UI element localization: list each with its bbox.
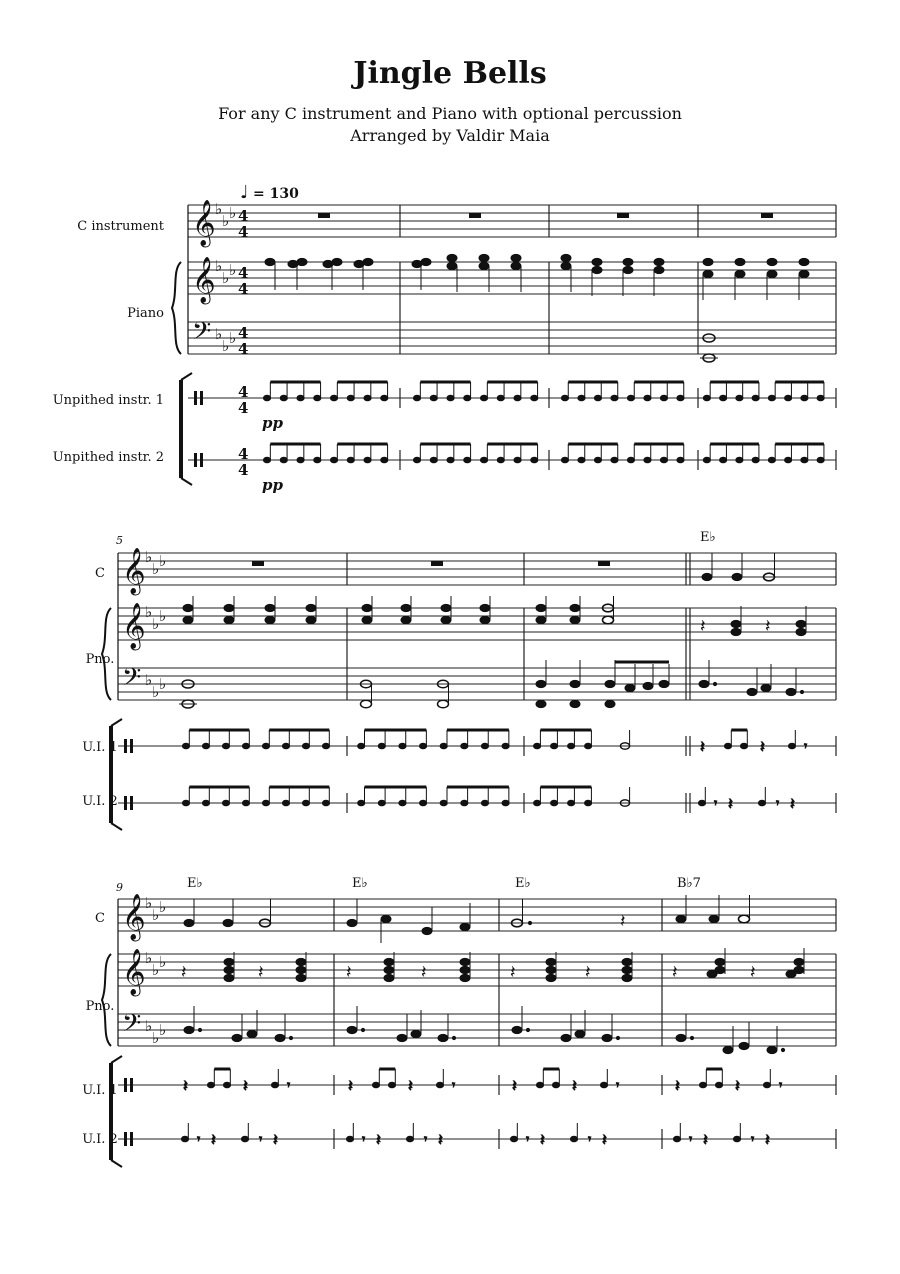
arranger-credit: Arranged by Valdir Maia xyxy=(350,126,550,145)
eighth-rest-icon: 𝄾 xyxy=(424,1132,428,1146)
eighth-rest-icon: 𝄾 xyxy=(751,1132,755,1146)
percussion-note xyxy=(381,395,388,401)
svg-text:♭: ♭ xyxy=(145,1017,153,1035)
percussion-note xyxy=(280,395,287,401)
label-unpitched-2: U.I. 2 xyxy=(82,794,118,809)
bass-clef-icon: 𝄢 xyxy=(192,317,212,352)
percussion-note xyxy=(381,457,388,463)
quarter-rest-icon: 𝄽 xyxy=(243,1076,248,1095)
percussion-note xyxy=(510,1136,517,1142)
svg-text:♭: ♭ xyxy=(222,212,230,230)
percussion-note xyxy=(568,743,575,749)
svg-text:♭: ♭ xyxy=(215,200,223,218)
percussion-note xyxy=(447,457,454,463)
percussion-note xyxy=(594,457,601,463)
percussion-note xyxy=(280,457,287,463)
percussion-note xyxy=(464,457,471,463)
percussion-note xyxy=(297,395,304,401)
percussion-note xyxy=(330,457,337,463)
percussion-note xyxy=(447,395,454,401)
svg-text:𝄽: 𝄽 xyxy=(585,962,591,983)
label-unpitched-2: U.I. 2 xyxy=(82,1132,118,1147)
percussion-note xyxy=(733,1136,740,1142)
percussion-note xyxy=(801,457,808,463)
percussion-clef-icon xyxy=(124,739,133,810)
percussion-note xyxy=(388,1082,395,1088)
quarter-rest-icon: 𝄽 xyxy=(760,737,765,756)
tempo-marking: = 130 xyxy=(253,186,299,202)
svg-text:♭: ♭ xyxy=(159,552,167,570)
chord-symbol: E♭ xyxy=(515,876,531,891)
percussion-notes xyxy=(263,382,824,463)
percussion-note xyxy=(578,395,585,401)
percussion-note xyxy=(282,800,289,806)
percussion-note xyxy=(534,743,541,749)
percussion-note xyxy=(536,1082,543,1088)
svg-text:♭: ♭ xyxy=(159,898,167,916)
treble-clef-icon: 𝄞 xyxy=(122,894,146,940)
label-piano: Piano xyxy=(127,306,164,321)
svg-text:♭: ♭ xyxy=(152,1029,160,1047)
svg-text:♭: ♭ xyxy=(159,1021,167,1039)
percussion-note xyxy=(699,1082,706,1088)
percussion-note xyxy=(302,800,309,806)
eighth-rest-icon: 𝄾 xyxy=(259,1132,263,1146)
system-1 xyxy=(53,182,836,494)
svg-text:♭: ♭ xyxy=(215,325,223,343)
percussion-note xyxy=(282,743,289,749)
percussion-note xyxy=(346,1136,353,1142)
label-unpitched-1: U.I. 1 xyxy=(82,740,118,755)
percussion-note xyxy=(715,1082,722,1088)
quarter-rest-icon: 𝄽 xyxy=(512,1076,517,1095)
percussion-note xyxy=(502,800,509,806)
percussion-note xyxy=(419,800,426,806)
svg-text:♭: ♭ xyxy=(152,683,160,701)
percussion-note xyxy=(330,395,337,401)
percussion-note xyxy=(703,457,710,463)
percussion-note xyxy=(406,1136,413,1142)
chord-symbol: E♭ xyxy=(352,876,368,891)
percussion-note xyxy=(263,457,270,463)
svg-text:♭: ♭ xyxy=(152,560,160,578)
percussion-note xyxy=(302,743,309,749)
percussion-note xyxy=(347,457,354,463)
percussion-note xyxy=(364,457,371,463)
percussion-note xyxy=(660,457,667,463)
percussion-note xyxy=(480,457,487,463)
quarter-rest-icon: 𝄽 xyxy=(620,911,626,932)
quarter-rest-icon: 𝄽 xyxy=(790,794,795,813)
svg-text:♭: ♭ xyxy=(215,257,223,275)
percussion-note xyxy=(271,1082,278,1088)
percussion-note xyxy=(585,800,592,806)
brackets xyxy=(172,205,192,485)
percussion-note xyxy=(464,395,471,401)
percussion-note xyxy=(207,1082,214,1088)
percussion-note xyxy=(430,395,437,401)
svg-text:♭: ♭ xyxy=(159,675,167,693)
svg-text:♭: ♭ xyxy=(222,337,230,355)
svg-text:4: 4 xyxy=(238,461,249,479)
percussion-note xyxy=(568,800,575,806)
svg-text:𝄽: 𝄽 xyxy=(750,962,756,983)
svg-text:𝄽: 𝄽 xyxy=(181,962,187,983)
percussion-note xyxy=(627,395,634,401)
percussion-note xyxy=(817,457,824,463)
percussion-note xyxy=(481,743,488,749)
svg-text:4: 4 xyxy=(238,280,249,298)
percussion-note xyxy=(263,395,270,401)
percussion-note xyxy=(242,743,249,749)
svg-text:𝄽: 𝄽 xyxy=(421,962,427,983)
percussion-note xyxy=(578,457,585,463)
percussion-note xyxy=(660,395,667,401)
percussion-note xyxy=(736,457,743,463)
eighth-rest-icon: 𝄾 xyxy=(452,1078,456,1092)
eighth-rest-icon: 𝄾 xyxy=(779,1078,783,1092)
staff-lines xyxy=(118,553,836,803)
percussion-note xyxy=(698,800,705,806)
percussion-note xyxy=(817,395,824,401)
percussion-note xyxy=(551,743,558,749)
label-c-instrument: C xyxy=(95,566,105,581)
quarter-rest-icon: 𝄽 xyxy=(572,1076,577,1095)
percussion-note xyxy=(481,800,488,806)
svg-text:4: 4 xyxy=(238,383,249,401)
tempo-note: ♩ xyxy=(240,182,249,203)
eighth-rest-icon: 𝄾 xyxy=(588,1132,592,1146)
quarter-rest-icon: 𝄽 xyxy=(540,1130,545,1149)
percussion-note xyxy=(358,743,365,749)
quarter-rest-icon: 𝄽 xyxy=(728,794,733,813)
eighth-rest-icon: 𝄾 xyxy=(362,1132,366,1146)
svg-text:𝄽: 𝄽 xyxy=(672,962,678,983)
chord-symbol: B♭7 xyxy=(677,876,701,891)
svg-text:4: 4 xyxy=(238,264,249,282)
svg-text:𝄽: 𝄽 xyxy=(258,962,264,983)
svg-text:♭: ♭ xyxy=(145,671,153,689)
label-unpitched-1: Unpithed instr. 1 xyxy=(52,393,164,408)
percussion-note xyxy=(358,800,365,806)
quarter-rest-icon: 𝄽 xyxy=(408,1076,413,1095)
percussion-note xyxy=(262,800,269,806)
percussion-note xyxy=(399,743,406,749)
percussion-note xyxy=(720,395,727,401)
treble-clef-icon: 𝄞 xyxy=(122,548,146,594)
percussion-note xyxy=(551,800,558,806)
percussion-note xyxy=(736,395,743,401)
percussion-note xyxy=(430,457,437,463)
time-signature xyxy=(238,207,248,479)
quarter-rest-icon: 𝄽 xyxy=(703,1130,708,1149)
percussion-note xyxy=(497,395,504,401)
quarter-rest-icon: 𝄽 xyxy=(211,1130,216,1149)
eighth-rest-icon: 𝄾 xyxy=(804,739,808,753)
svg-text:4: 4 xyxy=(238,223,249,241)
svg-text:4: 4 xyxy=(238,324,249,342)
percussion-note xyxy=(724,743,731,749)
percussion-clef-icon xyxy=(194,391,203,467)
percussion-note xyxy=(720,457,727,463)
percussion-note xyxy=(785,395,792,401)
svg-text:4: 4 xyxy=(238,445,249,463)
page-title: Jingle Bells xyxy=(353,56,547,91)
percussion-note xyxy=(297,457,304,463)
label-c-instrument: C xyxy=(95,911,105,926)
percussion-note xyxy=(314,395,321,401)
percussion-clef-icon xyxy=(124,1078,133,1146)
quarter-rest-icon: 𝄽 xyxy=(348,1076,353,1095)
eighth-rest-icon: 𝄾 xyxy=(287,1078,291,1092)
svg-text:♭: ♭ xyxy=(145,603,153,621)
quarter-rest-icon: 𝄽 xyxy=(700,737,705,756)
percussion-note xyxy=(758,800,765,806)
percussion-note xyxy=(378,800,385,806)
label-unpitched-1: U.I. 1 xyxy=(82,1083,118,1098)
eighth-rest-icon: 𝄾 xyxy=(526,1132,530,1146)
brackets xyxy=(102,899,122,1167)
staff-lines xyxy=(118,899,836,1139)
percussion-note xyxy=(480,395,487,401)
eighth-rest-icon: 𝄾 xyxy=(689,1132,693,1146)
percussion-note xyxy=(611,457,618,463)
percussion-note xyxy=(611,395,618,401)
percussion-note xyxy=(627,457,634,463)
quarter-rest-icon: 𝄽 xyxy=(602,1130,607,1149)
percussion-note xyxy=(514,457,521,463)
percussion-note xyxy=(600,1082,607,1088)
system-3 xyxy=(82,876,836,1167)
percussion-note xyxy=(181,1136,188,1142)
percussion-note xyxy=(703,395,710,401)
percussion-note xyxy=(644,395,651,401)
percussion-note xyxy=(785,457,792,463)
system-2 xyxy=(82,530,836,830)
percussion-notes xyxy=(182,730,807,813)
whole-rests xyxy=(318,213,773,218)
percussion-note xyxy=(497,457,504,463)
percussion-note xyxy=(752,395,759,401)
percussion-note xyxy=(768,457,775,463)
percussion-note xyxy=(440,743,447,749)
svg-text:4: 4 xyxy=(238,207,249,225)
label-piano: Pno. xyxy=(85,999,115,1014)
svg-text:♭: ♭ xyxy=(152,615,160,633)
page-subtitle: For any C instrument and Piano with optional percussion xyxy=(218,104,682,123)
eighth-rest-icon: 𝄾 xyxy=(776,796,780,810)
percussion-note xyxy=(514,395,521,401)
piano-rh-notes xyxy=(265,254,809,300)
chord-symbol: E♭ xyxy=(700,530,716,545)
percussion-note xyxy=(752,457,759,463)
svg-text:♭: ♭ xyxy=(145,894,153,912)
percussion-note xyxy=(644,457,651,463)
svg-text:♭: ♭ xyxy=(159,607,167,625)
percussion-note xyxy=(561,457,568,463)
percussion-note xyxy=(561,395,568,401)
quarter-rest-icon: 𝄽 xyxy=(675,1076,680,1095)
svg-text:♭: ♭ xyxy=(152,906,160,924)
percussion-note xyxy=(222,743,229,749)
percussion-note xyxy=(570,1136,577,1142)
percussion-notes xyxy=(181,1069,782,1149)
percussion-note xyxy=(461,800,468,806)
percussion-note xyxy=(740,743,747,749)
eighth-rest-icon: 𝄾 xyxy=(616,1078,620,1092)
percussion-note xyxy=(534,800,541,806)
treble-clef-icon: 𝄞 xyxy=(192,200,216,246)
quarter-rest-icon: 𝄽 xyxy=(438,1130,443,1149)
label-c-instrument: C instrument xyxy=(77,219,164,234)
percussion-note xyxy=(241,1136,248,1142)
svg-text:♭: ♭ xyxy=(159,953,167,971)
percussion-note xyxy=(413,457,420,463)
percussion-note xyxy=(419,743,426,749)
treble-clef-icon: 𝄞 xyxy=(192,257,216,303)
percussion-note xyxy=(594,395,601,401)
percussion-note xyxy=(347,395,354,401)
svg-text:♭: ♭ xyxy=(229,261,237,279)
svg-text:♭: ♭ xyxy=(145,949,153,967)
svg-text:♭: ♭ xyxy=(145,548,153,566)
label-piano: Pno. xyxy=(85,652,115,667)
bass-clef-icon: 𝄢 xyxy=(122,1009,142,1044)
whole-rests xyxy=(252,561,610,566)
percussion-note xyxy=(413,395,420,401)
svg-text:♭: ♭ xyxy=(152,961,160,979)
svg-text:♭: ♭ xyxy=(222,269,230,287)
quarter-rest-icon: 𝄽 xyxy=(376,1130,381,1149)
percussion-note xyxy=(364,395,371,401)
percussion-note xyxy=(378,743,385,749)
percussion-note xyxy=(182,800,189,806)
barlines xyxy=(347,553,836,813)
treble-clef-icon: 𝄞 xyxy=(122,603,146,649)
svg-text:♭: ♭ xyxy=(229,329,237,347)
svg-text:4: 4 xyxy=(238,399,249,417)
percussion-note xyxy=(222,800,229,806)
quarter-rest-icon: 𝄽 xyxy=(273,1130,278,1149)
percussion-note xyxy=(262,743,269,749)
chord-symbol: E♭ xyxy=(187,876,203,891)
measure-number: 5 xyxy=(116,534,123,547)
percussion-note xyxy=(552,1082,559,1088)
eighth-rest-icon: 𝄾 xyxy=(714,796,718,810)
percussion-note xyxy=(242,800,249,806)
percussion-note xyxy=(440,800,447,806)
measure-number: 9 xyxy=(116,881,123,894)
percussion-note xyxy=(677,395,684,401)
svg-text:4: 4 xyxy=(238,340,249,358)
quarter-rest-icon: 𝄽 xyxy=(735,1076,740,1095)
percussion-note xyxy=(182,743,189,749)
percussion-note xyxy=(322,743,329,749)
percussion-note xyxy=(399,800,406,806)
percussion-note xyxy=(461,743,468,749)
percussion-note xyxy=(202,743,209,749)
percussion-note xyxy=(502,743,509,749)
percussion-note xyxy=(788,743,795,749)
percussion-note xyxy=(768,395,775,401)
svg-text:𝄽: 𝄽 xyxy=(765,616,771,637)
percussion-note xyxy=(677,457,684,463)
percussion-note xyxy=(531,395,538,401)
percussion-note xyxy=(585,743,592,749)
dynamic-marking: pp xyxy=(262,414,283,432)
percussion-note xyxy=(531,457,538,463)
svg-text:𝄽: 𝄽 xyxy=(346,962,352,983)
eighth-rest-icon: 𝄾 xyxy=(197,1132,201,1146)
percussion-note xyxy=(223,1082,230,1088)
percussion-note xyxy=(673,1136,680,1142)
svg-text:𝄽: 𝄽 xyxy=(510,962,516,983)
melody-notes xyxy=(184,895,750,943)
percussion-note xyxy=(322,800,329,806)
svg-text:𝄽: 𝄽 xyxy=(700,616,706,637)
percussion-note xyxy=(314,457,321,463)
percussion-note xyxy=(801,395,808,401)
percussion-note xyxy=(202,800,209,806)
treble-clef-icon: 𝄞 xyxy=(122,949,146,995)
percussion-note xyxy=(436,1082,443,1088)
quarter-rest-icon: 𝄽 xyxy=(183,1076,188,1095)
percussion-note xyxy=(372,1082,379,1088)
quarter-rest-icon: 𝄽 xyxy=(765,1130,770,1149)
svg-text:♭: ♭ xyxy=(229,204,237,222)
staff-lines xyxy=(188,205,836,460)
label-unpitched-2: Unpithed instr. 2 xyxy=(52,450,164,465)
bass-clef-icon: 𝄢 xyxy=(122,663,142,698)
percussion-note xyxy=(763,1082,770,1088)
dynamic-marking: pp xyxy=(262,476,283,494)
